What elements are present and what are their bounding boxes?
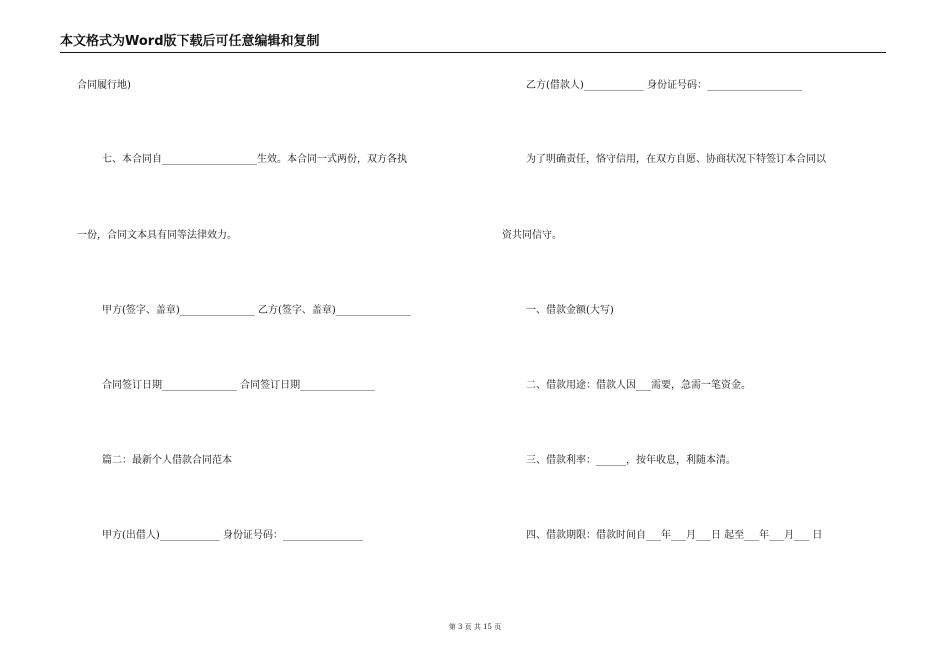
right-line-3: 资共同信守。 <box>502 230 562 241</box>
left-line-6: 篇二：最新个人借款合同范本 <box>102 455 232 466</box>
right-line-1: 乙方(借款人)____________ 身份证号码：___________________ <box>526 80 802 91</box>
right-line-4: 一、借款金额(大写) <box>526 305 614 316</box>
right-line-7: 四、借款期限：借款时间自___年___月___日 起至___年___月___ 日 <box>526 530 823 541</box>
left-line-3: 一份，合同文本具有同等法律效力。 <box>77 230 237 241</box>
left-line-5: 合同签订日期_______________ 合同签订日期_______________ <box>102 380 376 391</box>
right-line-2: 为了明确责任，恪守信用，在双方自愿、协商状况下特签订本合同以 <box>526 154 826 165</box>
left-line-1: 合同履行地) <box>77 80 131 91</box>
left-line-7: 甲方(出借人)____________ 身份证号码：________________ <box>102 530 363 541</box>
left-line-4: 甲方(签字、盖章)_______________ 乙方(签字、盖章)_______________ <box>102 305 411 316</box>
left-line-2: 七、本合同自___________________生效。本合同一式两份，双方各执 <box>102 154 407 165</box>
right-line-5: 二、借款用途：借款人因___需要，急需一笔资金。 <box>526 380 751 391</box>
left-column <box>0 0 410 672</box>
right-column <box>470 0 950 672</box>
header-title: 本文格式为Word版下载后可任意编辑和复制 <box>60 34 320 49</box>
page-footer: 第 3 页 共 15 页 <box>448 623 502 631</box>
right-line-6: 三、借款利率：______，按年收息，利随本清。 <box>526 455 736 466</box>
